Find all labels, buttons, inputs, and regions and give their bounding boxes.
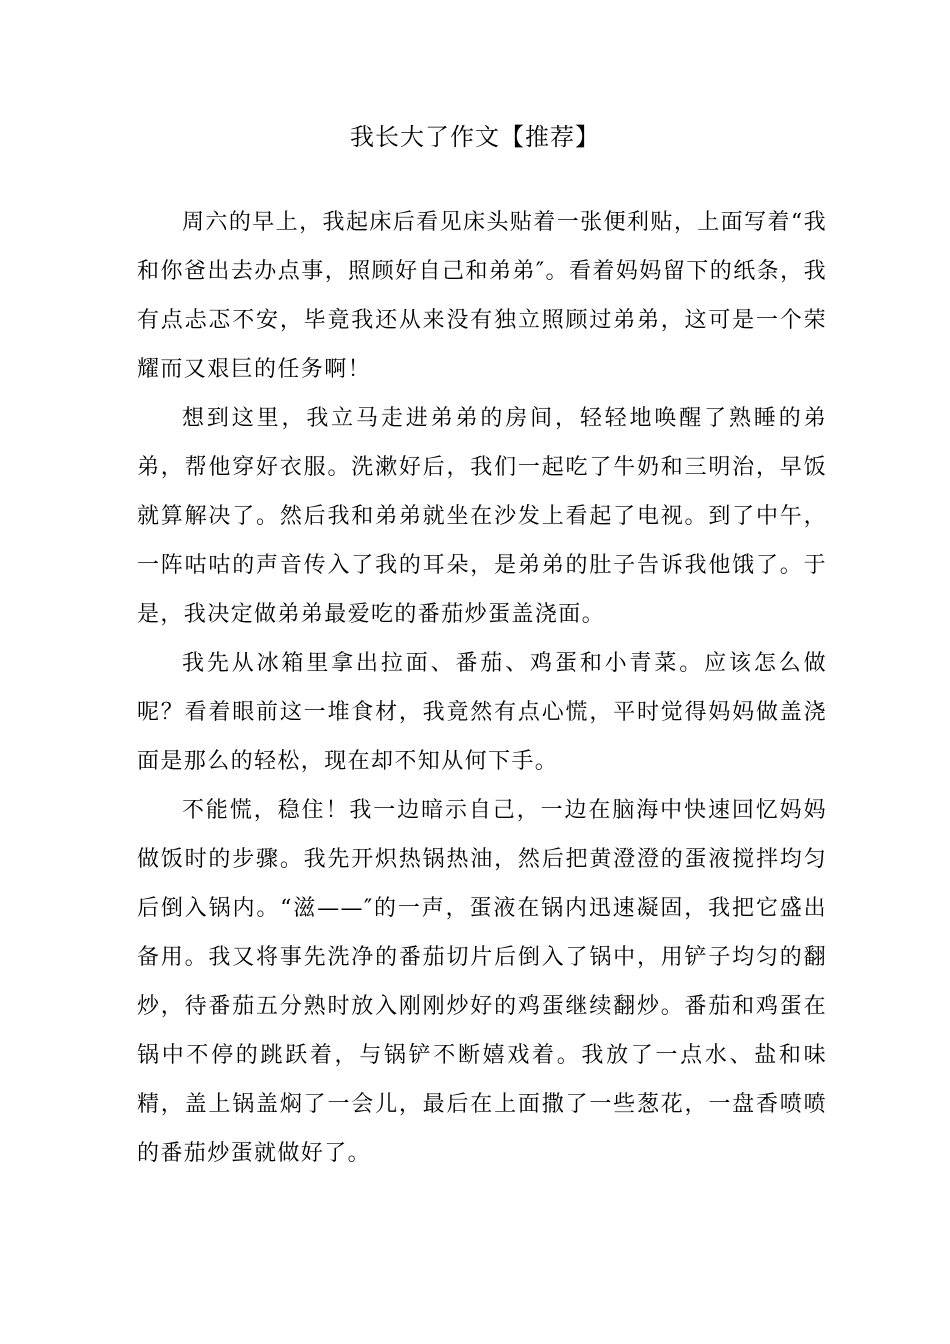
paragraph-1: 周六的早上，我起床后看见床头贴着一张便利贴，上面写着“我和你爸出去办点事，照顾好自己和弟弟″。看着妈妈留下的纸条，我有点忐忑不安，毕竟我还从来没有独立照顾过弟弟，这可是一个荣耀而又艰巨的任务啊！ bbox=[137, 210, 827, 382]
document-body bbox=[137, 198, 827, 1178]
paragraph-4: 不能慌，稳住！我一边暗示自己，一边在脑海中快速回忆妈妈做饭时的步骤。我先开炽热锅热油，然后把黄澄澄的蛋液搅拌均匀后倒入锅内。“滋——″的一声，蛋液在锅内迅速凝固，我把它盛出备用。我又将事先洗净的番茄切片后倒入了锅中，用铲子均匀的翻炒，待番茄五分熟时放入刚刚炒好的鸡蛋继续翻炒。番茄和鸡蛋在锅中不停的跳跃着，与锅铲不断嬉戏着。我放了一点水、盐和味精，盖上锅盖焖了一会儿，最后在上面撒了一些葱花，一盘香喷喷的番茄炒蛋就做好了。 bbox=[137, 798, 827, 1166]
document-title: 我长大了作文【推荐】 bbox=[350, 123, 600, 151]
paragraph-2: 想到这里，我立马走进弟弟的房间，轻轻地唤醒了熟睡的弟弟，帮他穿好衣服。洗漱好后，我们一起吃了牛奶和三明治，早饭就算解决了。然后我和弟弟就坐在沙发上看起了电视。到了中午，一阵咕咕的声音传入了我的耳朵，是弟弟的肚子告诉我他饿了。于是，我决定做弟弟最爱吃的番茄炒蛋盖浇面。 bbox=[137, 406, 827, 627]
paragraph-3: 我先从冰箱里拿出拉面、番茄、鸡蛋和小青菜。应该怎么做呢？看着眼前这一堆食材，我竟然有点心慌，平时觉得妈妈做盖浇面是那么的轻松，现在却不知从何下手。 bbox=[137, 651, 827, 774]
